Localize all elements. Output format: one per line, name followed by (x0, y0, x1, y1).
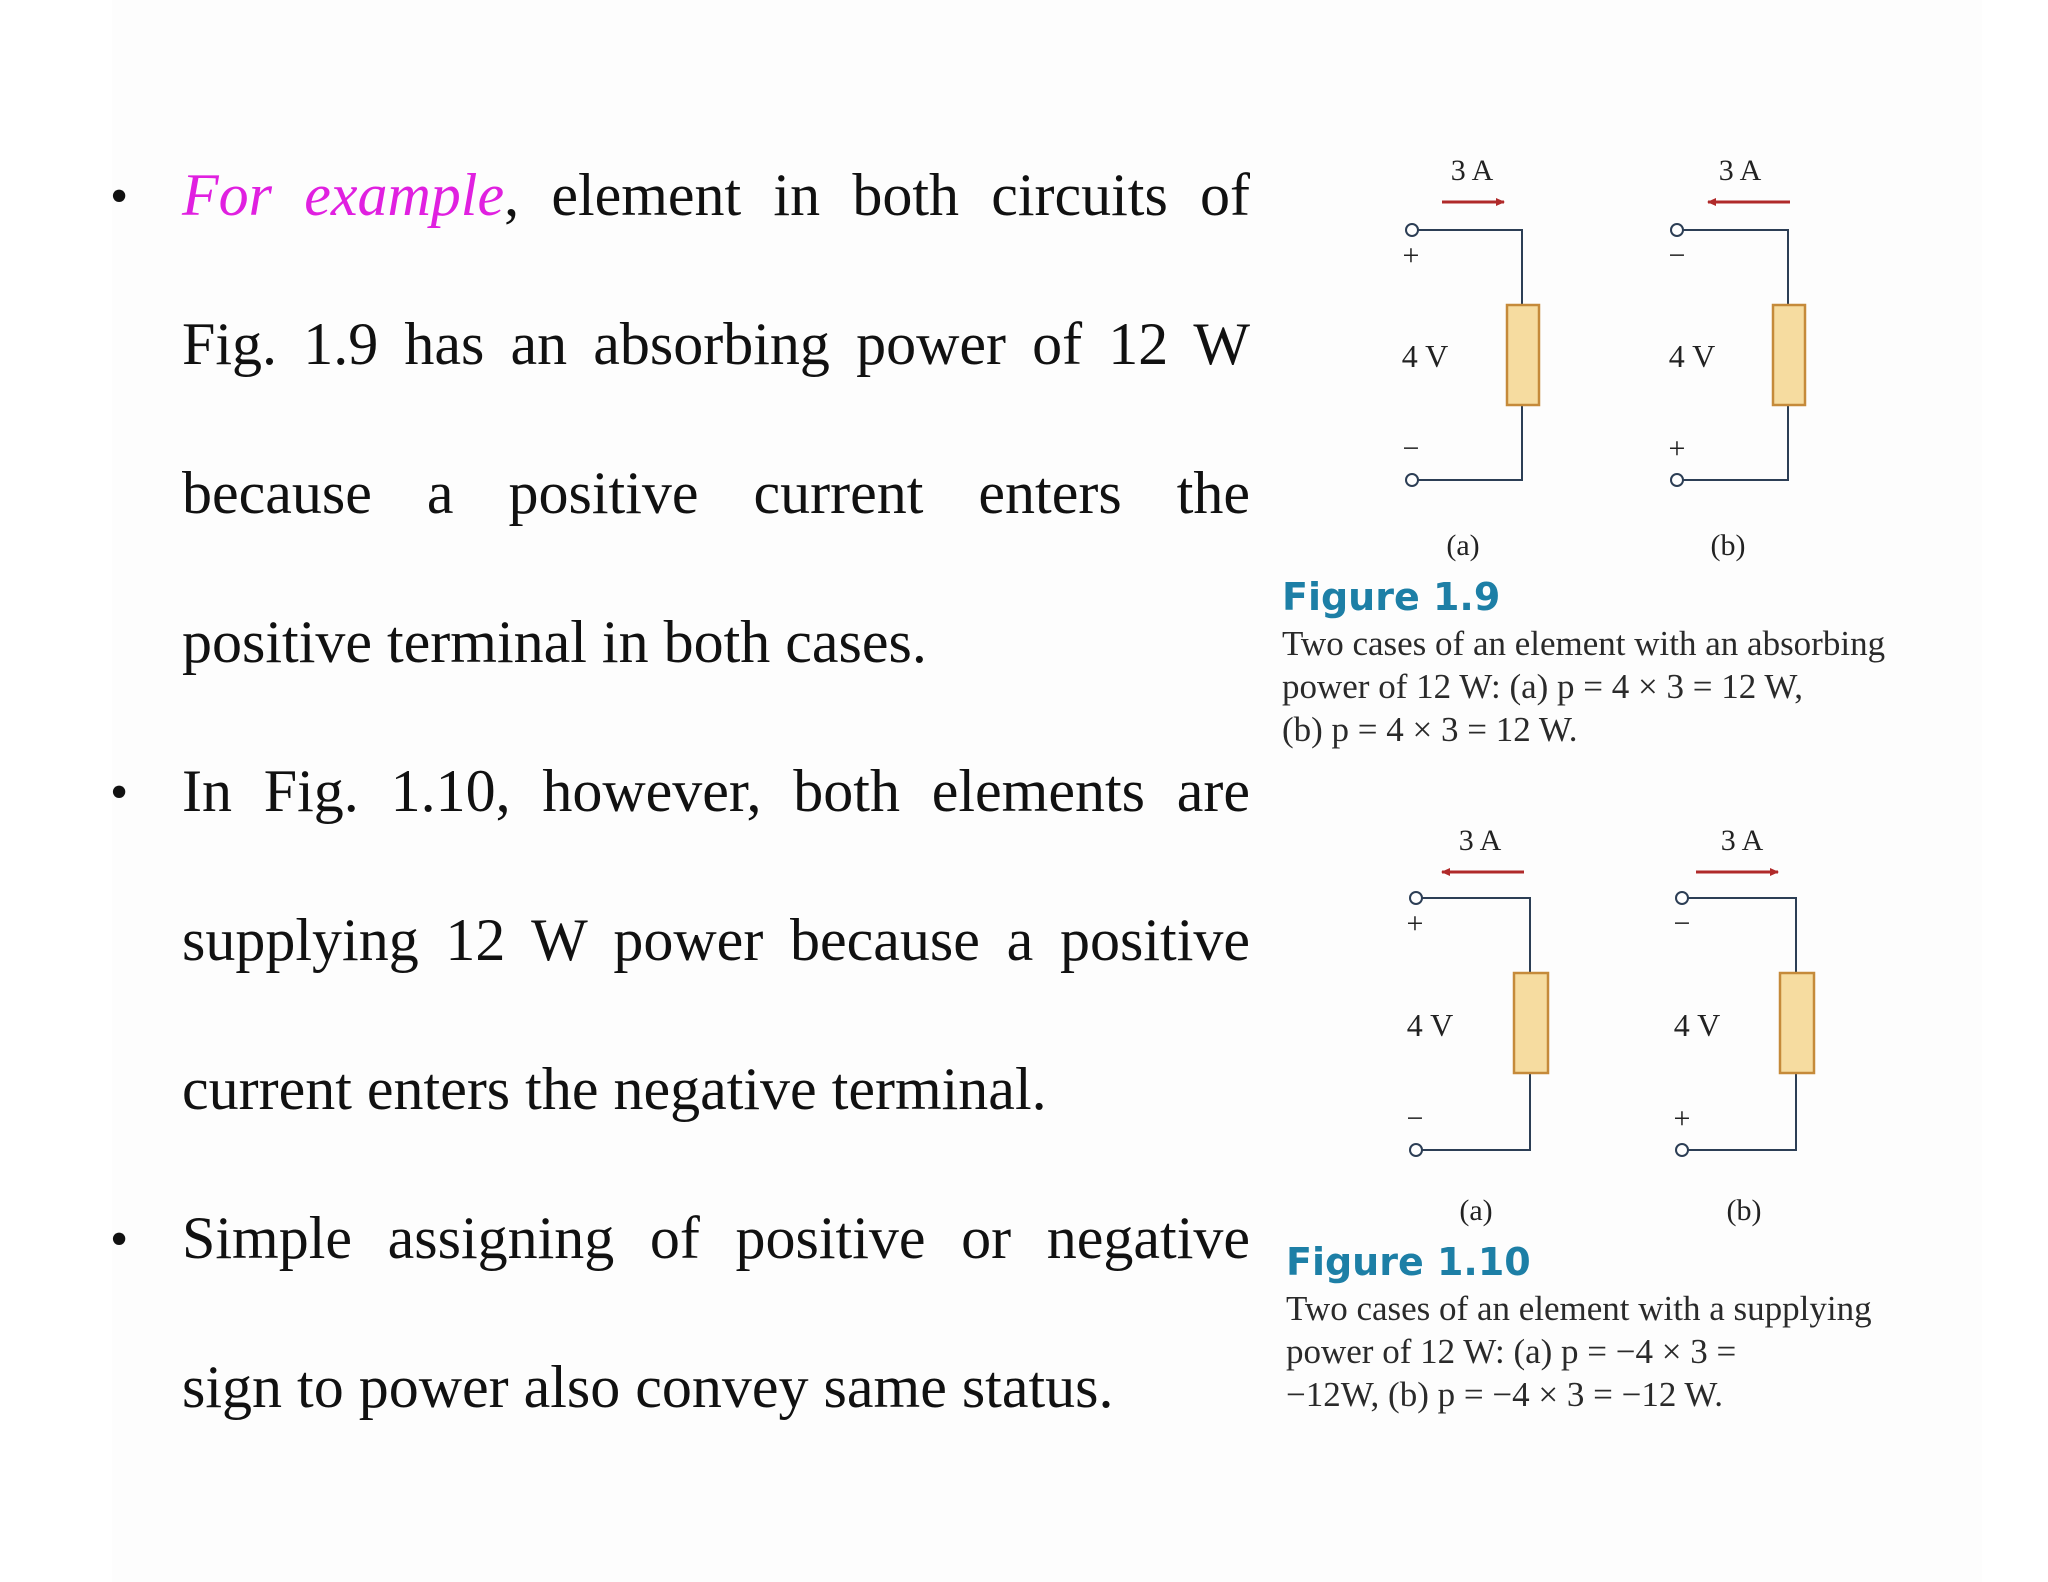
terminal-top (1406, 224, 1418, 236)
polarity-top: + (1402, 239, 1420, 272)
figure-1-10 (1274, 810, 1954, 1430)
caption-line: −12W, (b) p = −4 × 3 = −12 W. (1286, 1375, 1724, 1414)
terminal-bottom (1406, 474, 1418, 486)
bullet-2-line-1 (100, 746, 1250, 895)
subfigure-label: (b) (1710, 529, 1746, 562)
bullet-1-line-1 (100, 150, 1250, 299)
circuit-b (1669, 154, 1805, 562)
circuit-element (1507, 305, 1539, 405)
polarity-bottom: − (1406, 1102, 1424, 1135)
polarity-top: + (1406, 907, 1424, 940)
circuit-a (1407, 824, 1548, 1227)
terminal-bottom (1676, 1144, 1688, 1156)
figure-1-10-diagram (1274, 810, 1954, 1240)
polarity-bottom: − (1402, 432, 1420, 465)
circuit-element (1773, 305, 1805, 405)
bullet-1-line-3 (100, 448, 1250, 597)
bullet-text: sign to power also convey same status. (182, 1354, 1114, 1420)
bullet-1-line-4 (100, 597, 1250, 746)
circuit-a (1402, 154, 1539, 562)
bullet-3-line-2 (100, 1342, 1250, 1491)
voltage-label: 4 V (1406, 1007, 1454, 1043)
figure-1-9 (1270, 140, 1950, 760)
voltage-label: 4 V (1401, 338, 1449, 374)
caption-line: power of 12 W: (a) p = −4 × 3 = (1286, 1332, 1737, 1371)
bullet-3-line-1 (100, 1193, 1250, 1342)
figure-caption (1282, 622, 1885, 751)
emphasis-text: For example (182, 162, 505, 228)
voltage-label: 4 V (1668, 338, 1716, 374)
figure-caption (1286, 1287, 1872, 1416)
caption-line: power of 12 W: (a) p = 4 × 3 = 12 W, (1282, 667, 1803, 706)
figure-1-9-diagram (1270, 140, 1950, 570)
caption-line: Two cases of an element with an absorbing (1282, 624, 1886, 663)
polarity-bottom: + (1673, 1102, 1691, 1135)
figure-title: Figure 1.10 (1286, 1240, 1531, 1284)
voltage-label: 4 V (1673, 1007, 1721, 1043)
polarity-top: − (1668, 239, 1686, 272)
bullet-text-rest: , element in both circuits of (504, 162, 1250, 228)
bullet-text: positive terminal in both cases. (182, 609, 927, 675)
terminal-top (1410, 892, 1422, 904)
terminal-bottom (1671, 474, 1683, 486)
subfigure-label: (a) (1459, 1194, 1493, 1227)
bullet-text: current enters the negative terminal. (182, 1056, 1047, 1122)
bullet-1-line-2 (100, 299, 1250, 448)
figure-title: Figure 1.9 (1282, 575, 1501, 619)
bullet-text: In Fig. 1.10, however, both elements are (182, 758, 1250, 824)
bullet-list (100, 150, 1250, 1491)
current-label: 3 A (1450, 154, 1494, 187)
circuit-element (1514, 973, 1548, 1073)
caption-line: Two cases of an element with a supplying (1286, 1289, 1872, 1328)
polarity-bottom: + (1668, 432, 1686, 465)
bullet-dot: • (110, 168, 129, 225)
current-label: 3 A (1720, 824, 1764, 857)
bullet-2-line-2 (100, 895, 1250, 1044)
bullet-dot: • (110, 764, 129, 821)
terminal-top (1676, 892, 1688, 904)
polarity-top: − (1673, 907, 1691, 940)
current-label: 3 A (1718, 154, 1762, 187)
circuit-element (1780, 973, 1814, 1073)
circuit-b (1674, 824, 1814, 1227)
bullet-text (182, 150, 1250, 240)
bullet-dot: • (110, 1211, 129, 1268)
bullet-text: supplying 12 W power because a positive (182, 907, 1250, 973)
bullet-text: Fig. 1.9 has an absorbing power of 12 W (182, 311, 1250, 377)
current-label: 3 A (1458, 824, 1502, 857)
bullet-2-line-3 (100, 1044, 1250, 1193)
subfigure-label: (a) (1446, 529, 1480, 562)
caption-line: (b) p = 4 × 3 = 12 W. (1282, 710, 1578, 749)
terminal-bottom (1410, 1144, 1422, 1156)
bullet-text: Simple assigning of positive or negative (182, 1205, 1250, 1271)
subfigure-label: (b) (1726, 1194, 1762, 1227)
bullet-text: because a positive current enters the (182, 460, 1250, 526)
terminal-top (1671, 224, 1683, 236)
